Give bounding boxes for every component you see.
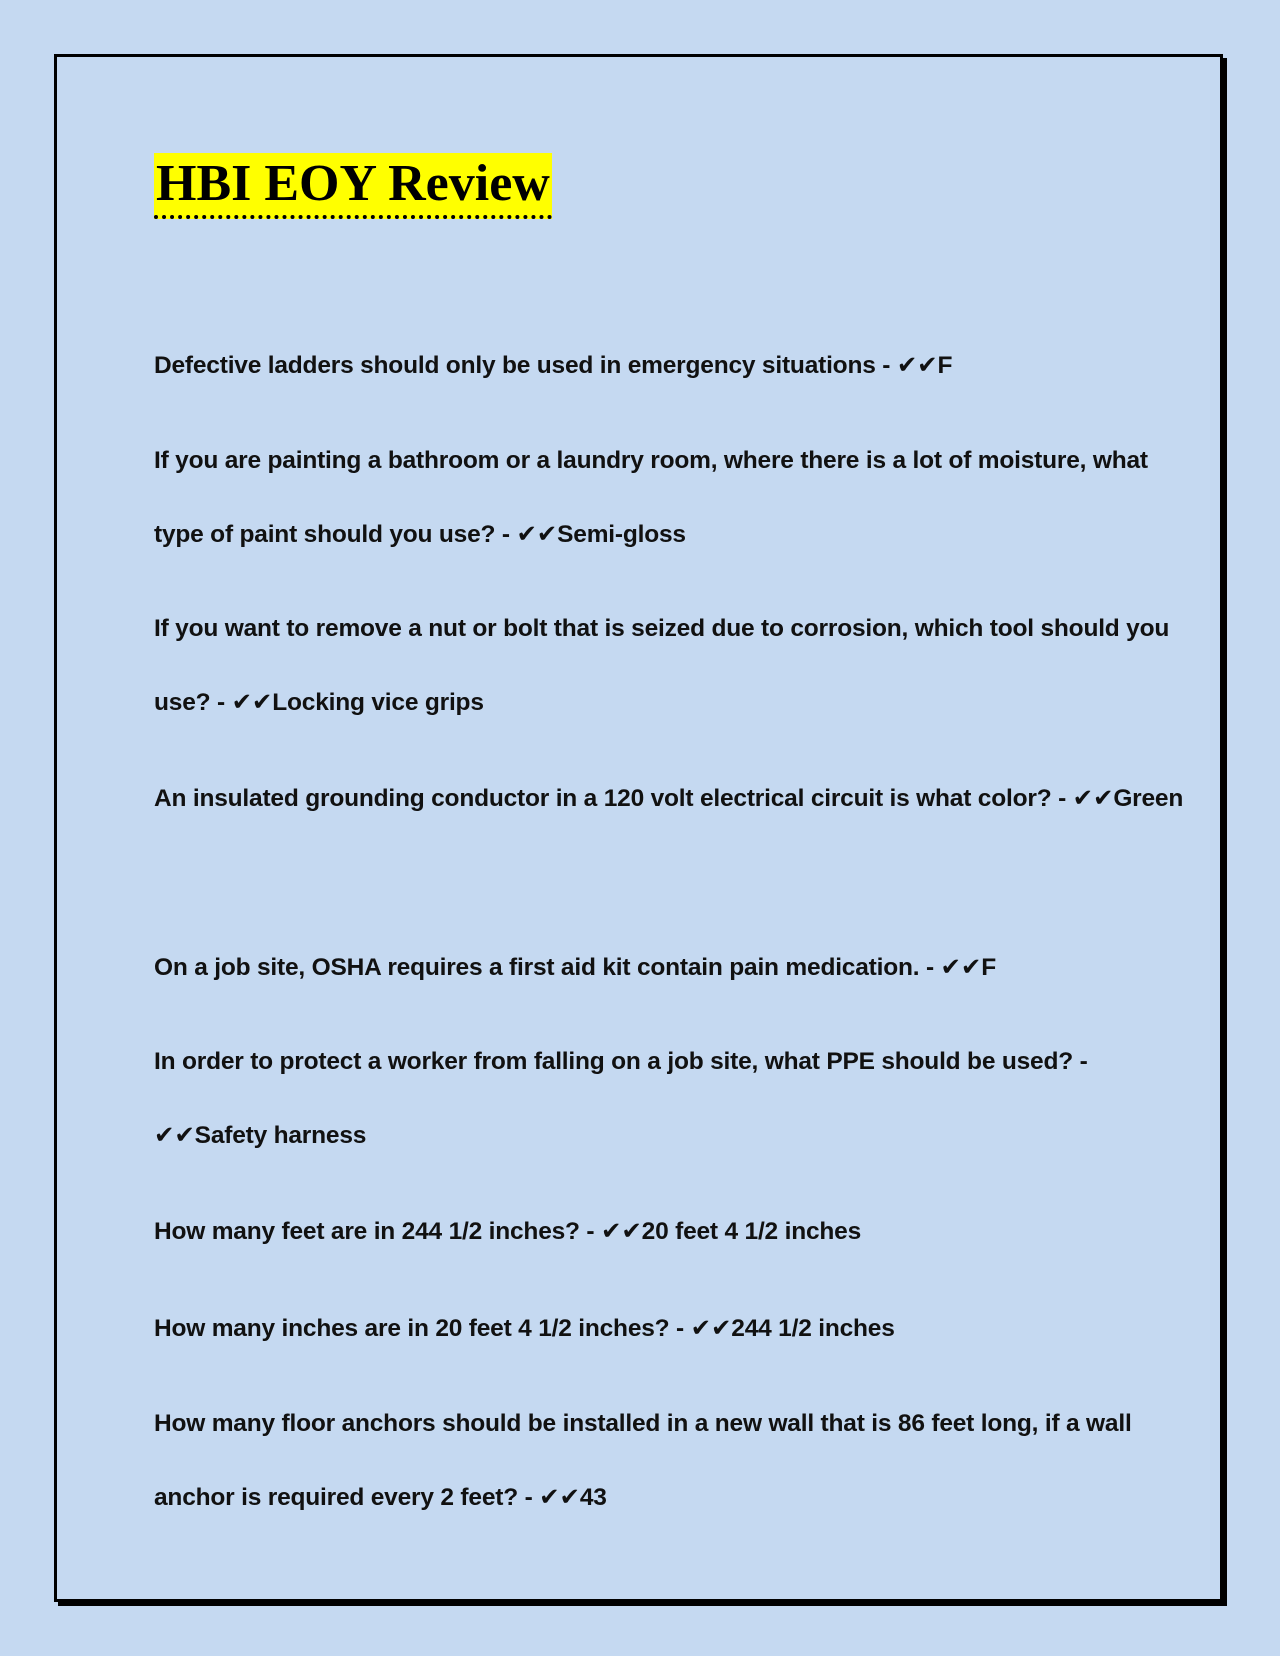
- qa-item: [154, 424, 1194, 571]
- checkmark-icon: ✔✔: [600, 1216, 642, 1245]
- checkmark-icon: ✔✔: [516, 519, 558, 548]
- checkmark-icon: ✔✔: [231, 687, 273, 716]
- qa-item: [154, 1387, 1194, 1534]
- question-text: If you are painting a bathroom or a laundry room, where there is a lot of moisture, what type of paint should you use? -: [154, 447, 1148, 548]
- checkmark-icon: ✔✔: [1072, 783, 1114, 812]
- question-text: How many inches are in 20 feet 4 1/2 inches? -: [154, 1315, 691, 1342]
- question-text: In order to protect a worker from falling on a job site, what PPE should be used? -: [154, 1048, 1088, 1075]
- question-text: If you want to remove a nut or bolt that is seized due to corrosion, which tool should you use? -: [154, 615, 1170, 716]
- question-text: How many floor anchors should be installed in a new wall that is 86 feet long, if a wall anchor is required every 2 feet? -: [154, 1410, 1132, 1511]
- qa-item: [154, 1291, 1194, 1365]
- checkmark-icon: ✔✔: [896, 350, 938, 379]
- answer-text: F: [981, 954, 996, 981]
- answer-text: 20 feet 4 1/2 inches: [641, 1218, 862, 1245]
- answer-text: 43: [579, 1484, 607, 1511]
- answer-text: Safety harness: [194, 1122, 367, 1149]
- answer-text: Semi-gloss: [557, 521, 686, 548]
- qa-item: [154, 328, 1194, 402]
- answer-text: 244 1/2 inches: [731, 1315, 895, 1342]
- checkmark-icon: ✔✔: [940, 952, 982, 981]
- question-text: Defective ladders should only be used in emergency situations -: [154, 352, 897, 379]
- document-title: HBI EOY Review: [154, 153, 552, 219]
- checkmark-icon: ✔✔: [154, 1120, 195, 1149]
- qa-item: [154, 592, 1194, 739]
- question-text: How many feet are in 244 1/2 inches? -: [154, 1218, 601, 1245]
- qa-item: [154, 930, 1194, 1004]
- answer-text: Green: [1113, 785, 1184, 812]
- answer-text: F: [937, 352, 953, 379]
- question-text: An insulated grounding conductor in a 120 volt electrical circuit is what color? -: [154, 785, 1073, 812]
- checkmark-icon: ✔✔: [539, 1482, 580, 1511]
- qa-item: [154, 1194, 1194, 1268]
- page-frame: [54, 54, 1223, 1602]
- checkmark-icon: ✔✔: [690, 1313, 732, 1342]
- answer-text: Locking vice grips: [272, 689, 484, 716]
- question-text: On a job site, OSHA requires a first aid kit contain pain medication. -: [154, 954, 941, 981]
- qa-item: [154, 761, 1194, 835]
- qa-item: [154, 1025, 1194, 1172]
